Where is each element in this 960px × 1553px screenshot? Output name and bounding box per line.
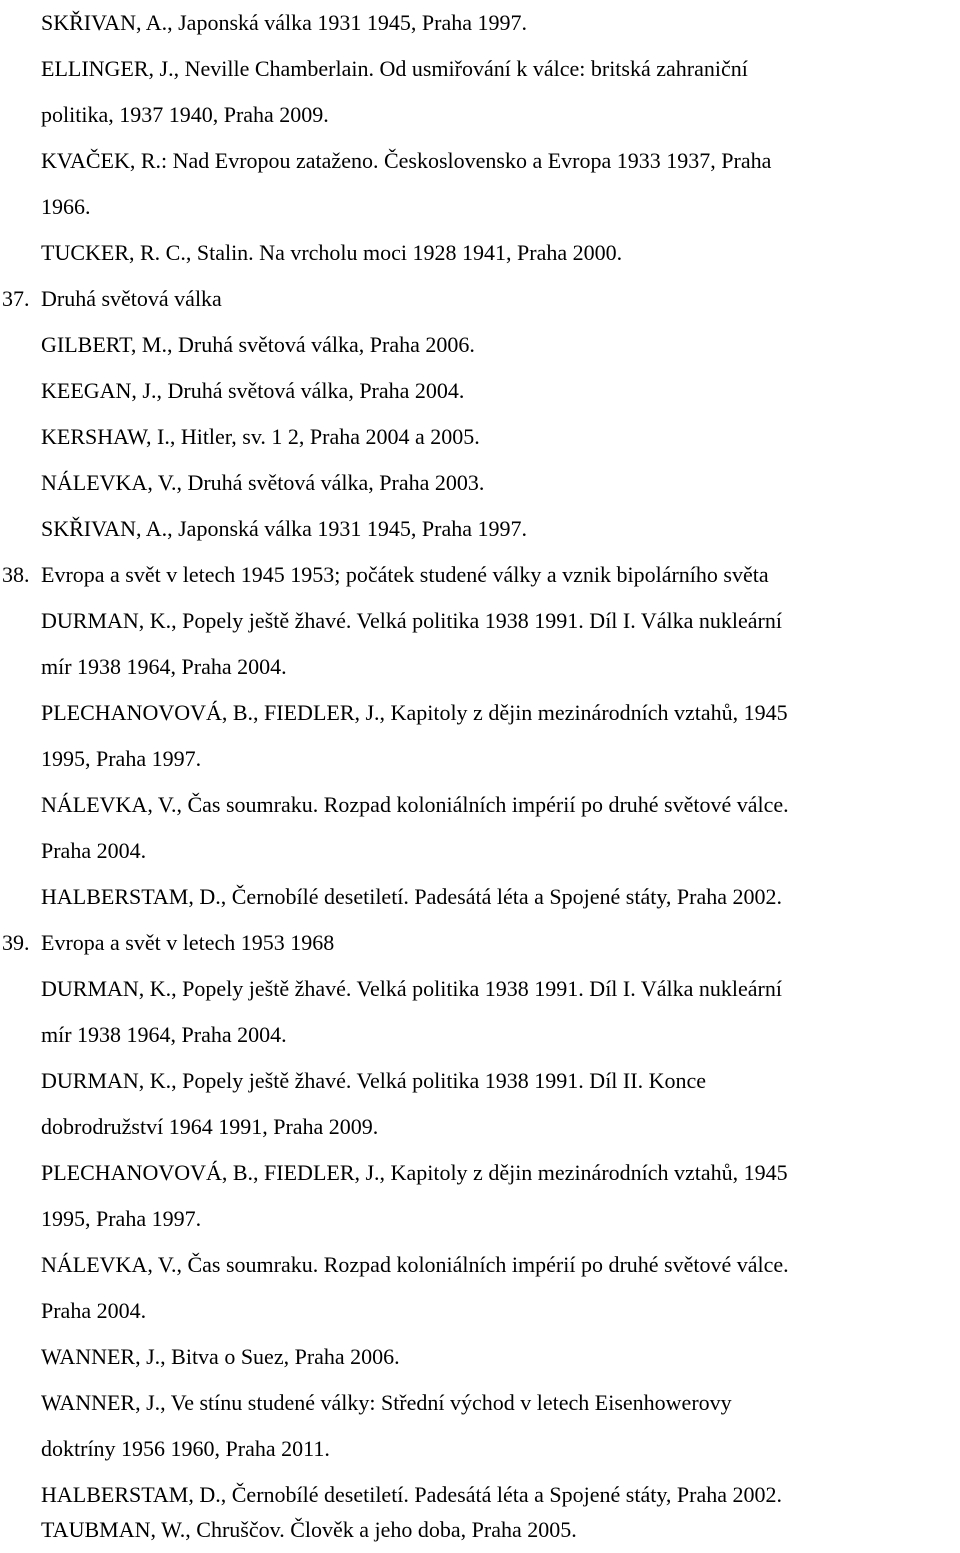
reference-line: NÁLEVKA, V., Čas soumraku. Rozpad koloniálních impérií po druhé světové válce.: [41, 792, 789, 817]
reference-line: doktríny 1956 1960, Praha 2011.: [41, 1436, 330, 1461]
reference-line: KVAČEK, R.: Nad Evropou zataženo. Československo a Evropa 1933 1937, Praha: [41, 148, 772, 173]
reference-line: 1995, Praha 1997.: [41, 746, 202, 771]
section-title: Evropa a svět v letech 1945 1953; počátek studené války a vznik bipolárního světa: [41, 562, 769, 587]
reference-line: WANNER, J., Ve stínu studené války: Střední východ v letech Eisenhowerovy: [41, 1390, 732, 1415]
reference-line: NÁLEVKA, V., Druhá světová válka, Praha 2003.: [41, 470, 485, 495]
section-heading: [2, 552, 769, 598]
section-number: 38.: [2, 562, 30, 587]
reference-line: mír 1938 1964, Praha 2004.: [41, 654, 287, 679]
reference-line: mír 1938 1964, Praha 2004.: [41, 1022, 287, 1047]
reference-line: TUCKER, R. C., Stalin. Na vrcholu moci 1928 1941, Praha 2000.: [41, 240, 623, 265]
reference-line: DURMAN, K., Popely ještě žhavé. Velká politika 1938 1991. Díl II. Konce: [41, 1068, 706, 1093]
reference-line: 1966.: [41, 194, 91, 219]
reference-line: politika, 1937 1940, Praha 2009.: [41, 102, 329, 127]
section-number: 37.: [2, 286, 30, 311]
reference-line: NÁLEVKA, V., Čas soumraku. Rozpad koloniálních impérií po druhé světové válce.: [41, 1252, 789, 1277]
reference-line: 1995, Praha 1997.: [41, 1206, 202, 1231]
reference-line: HALBERSTAM, D., Černobílé desetiletí. Padesátá léta a Spojené státy, Praha 2002.: [41, 1482, 782, 1507]
reference-line: TAUBMAN, W., Chruščov. Člověk a jeho doba, Praha 2005.: [41, 1517, 577, 1542]
section-title: Druhá světová válka: [41, 286, 222, 311]
reference-line: SKŘIVAN, A., Japonská válka 1931 1945, Praha 1997.: [41, 516, 528, 541]
reference-line: SKŘIVAN, A., Japonská válka 1931 1945, Praha 1997.: [41, 10, 528, 35]
reference-line: GILBERT, M., Druhá světová válka, Praha 2006.: [41, 332, 475, 357]
reference-line: WANNER, J., Bitva o Suez, Praha 2006.: [41, 1344, 400, 1369]
reference-line: DURMAN, K., Popely ještě žhavé. Velká politika 1938 1991. Díl I. Válka nukleární: [41, 608, 782, 633]
section-title: Evropa a svět v letech 1953 1968: [41, 930, 335, 955]
reference-line: Praha 2004.: [41, 1298, 147, 1323]
reference-line: ELLINGER, J., Neville Chamberlain. Od usmiřování k válce: britská zahraniční: [41, 56, 748, 81]
section-number: 39.: [2, 930, 30, 955]
reference-line: PLECHANOVOVÁ, B., FIEDLER, J., Kapitoly z dějin mezinárodních vztahů, 1945: [41, 1160, 788, 1185]
section-heading: [2, 920, 334, 966]
reference-line: dobrodružství 1964 1991, Praha 2009.: [41, 1114, 379, 1139]
reference-line: KEEGAN, J., Druhá světová válka, Praha 2004.: [41, 378, 465, 403]
section-heading: [2, 276, 222, 322]
reference-line: Praha 2004.: [41, 838, 147, 863]
reference-line: DURMAN, K., Popely ještě žhavé. Velká politika 1938 1991. Díl I. Válka nukleární: [41, 976, 782, 1001]
reference-line: HALBERSTAM, D., Černobílé desetiletí. Padesátá léta a Spojené státy, Praha 2002.: [41, 884, 782, 909]
reference-line: KERSHAW, I., Hitler, sv. 1 2, Praha 2004 a 2005.: [41, 424, 480, 449]
reference-line: PLECHANOVOVÁ, B., FIEDLER, J., Kapitoly z dějin mezinárodních vztahů, 1945: [41, 700, 788, 725]
